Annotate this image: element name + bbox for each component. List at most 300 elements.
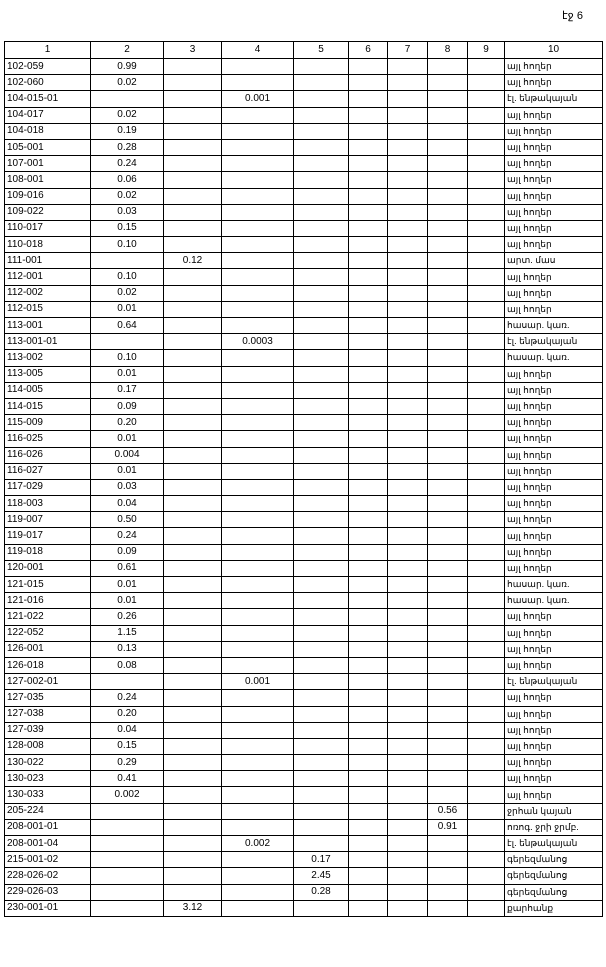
value-col4-cell xyxy=(222,301,294,317)
value-col6-cell xyxy=(349,674,388,690)
value-col5-cell xyxy=(294,496,349,512)
value-col8-cell xyxy=(428,204,468,220)
value-col5-cell xyxy=(294,706,349,722)
value-col3-cell xyxy=(164,560,222,576)
value-col3-cell xyxy=(164,59,222,75)
value-col9-cell xyxy=(468,787,505,803)
value-col4-cell xyxy=(222,123,294,139)
value-col3-cell xyxy=(164,107,222,123)
value-col9-cell xyxy=(468,819,505,835)
value-col6-cell xyxy=(349,366,388,382)
parcel-code-cell: 128-008 xyxy=(5,738,91,754)
parcel-code-cell: 208-001-04 xyxy=(5,836,91,852)
value-col6-cell xyxy=(349,771,388,787)
value-col4-cell xyxy=(222,787,294,803)
value-col9-cell xyxy=(468,755,505,771)
parcel-code-cell: 112-002 xyxy=(5,285,91,301)
value-col7-cell xyxy=(388,852,428,868)
value-col7-cell xyxy=(388,900,428,916)
value-col7-cell xyxy=(388,479,428,495)
column-header: 2 xyxy=(91,42,164,59)
value-col5-cell xyxy=(294,625,349,641)
value-col5-cell xyxy=(294,900,349,916)
value-col6-cell xyxy=(349,836,388,852)
value-col3-cell xyxy=(164,674,222,690)
land-use-cell: այլ հողեր xyxy=(505,771,603,787)
value-col4-cell xyxy=(222,560,294,576)
value-col6-cell xyxy=(349,593,388,609)
value-col9-cell xyxy=(468,285,505,301)
land-use-cell: այլ հողեր xyxy=(505,188,603,204)
value-col2-cell: 0.15 xyxy=(91,220,164,236)
table-row xyxy=(5,447,603,463)
value-col3-cell xyxy=(164,625,222,641)
value-col2-cell xyxy=(91,253,164,269)
value-col4-cell xyxy=(222,496,294,512)
value-col5-cell xyxy=(294,220,349,236)
value-col2-cell: 0.02 xyxy=(91,75,164,91)
value-col9-cell xyxy=(468,836,505,852)
value-col2-cell: 0.004 xyxy=(91,447,164,463)
land-use-cell: հասար. կառ. xyxy=(505,593,603,609)
value-col3-cell xyxy=(164,285,222,301)
parcel-code-cell: 112-015 xyxy=(5,301,91,317)
value-col3-cell xyxy=(164,204,222,220)
land-use-cell: էլ. ենթակայան xyxy=(505,836,603,852)
value-col8-cell xyxy=(428,836,468,852)
value-col2-cell: 0.01 xyxy=(91,431,164,447)
value-col8-cell: 0.91 xyxy=(428,819,468,835)
value-col5-cell xyxy=(294,188,349,204)
value-col6-cell xyxy=(349,253,388,269)
value-col5-cell xyxy=(294,75,349,91)
value-col3-cell xyxy=(164,803,222,819)
value-col2-cell xyxy=(91,900,164,916)
value-col2-cell: 0.01 xyxy=(91,577,164,593)
table-row xyxy=(5,91,603,107)
value-col3-cell xyxy=(164,431,222,447)
land-use-cell: այլ հողեր xyxy=(505,479,603,495)
value-col9-cell xyxy=(468,868,505,884)
value-col7-cell xyxy=(388,123,428,139)
value-col7-cell xyxy=(388,172,428,188)
value-col3-cell xyxy=(164,496,222,512)
value-col2-cell: 0.26 xyxy=(91,609,164,625)
value-col6-cell xyxy=(349,528,388,544)
value-col9-cell xyxy=(468,253,505,269)
value-col8-cell xyxy=(428,398,468,414)
value-col4-cell xyxy=(222,512,294,528)
value-col4-cell xyxy=(222,75,294,91)
value-col5-cell xyxy=(294,447,349,463)
value-col5-cell xyxy=(294,253,349,269)
land-use-cell: էլ. ենթակայան xyxy=(505,674,603,690)
value-col7-cell xyxy=(388,787,428,803)
value-col7-cell xyxy=(388,156,428,172)
value-col6-cell xyxy=(349,285,388,301)
value-col6-cell xyxy=(349,787,388,803)
value-col9-cell xyxy=(468,738,505,754)
value-col2-cell xyxy=(91,334,164,350)
value-col5-cell: 0.28 xyxy=(294,884,349,900)
value-col7-cell xyxy=(388,544,428,560)
value-col7-cell xyxy=(388,415,428,431)
table-row xyxy=(5,868,603,884)
land-use-cell: այլ հողեր xyxy=(505,204,603,220)
value-col4-cell xyxy=(222,544,294,560)
table-row xyxy=(5,577,603,593)
value-col9-cell xyxy=(468,91,505,107)
value-col4-cell: 0.001 xyxy=(222,91,294,107)
value-col7-cell xyxy=(388,577,428,593)
value-col6-cell xyxy=(349,884,388,900)
value-col2-cell: 0.02 xyxy=(91,285,164,301)
value-col8-cell xyxy=(428,269,468,285)
value-col4-cell xyxy=(222,415,294,431)
table-row xyxy=(5,123,603,139)
parcel-code-cell: 230-001-01 xyxy=(5,900,91,916)
value-col9-cell xyxy=(468,771,505,787)
value-col8-cell xyxy=(428,593,468,609)
value-col7-cell xyxy=(388,609,428,625)
value-col9-cell xyxy=(468,334,505,350)
land-use-cell: այլ հողեր xyxy=(505,641,603,657)
value-col9-cell xyxy=(468,674,505,690)
value-col9-cell xyxy=(468,577,505,593)
value-col9-cell xyxy=(468,431,505,447)
land-use-cell: էլ. ենթակայան xyxy=(505,91,603,107)
value-col7-cell xyxy=(388,366,428,382)
parcel-code-cell: 215-001-02 xyxy=(5,852,91,868)
value-col6-cell xyxy=(349,431,388,447)
table-row xyxy=(5,318,603,334)
land-use-cell: այլ հողեր xyxy=(505,107,603,123)
value-col8-cell xyxy=(428,577,468,593)
value-col6-cell xyxy=(349,156,388,172)
value-col5-cell xyxy=(294,123,349,139)
value-col5-cell xyxy=(294,593,349,609)
value-col3-cell xyxy=(164,123,222,139)
value-col3-cell xyxy=(164,415,222,431)
value-col4-cell xyxy=(222,107,294,123)
value-col5-cell xyxy=(294,674,349,690)
value-col9-cell xyxy=(468,350,505,366)
column-header: 6 xyxy=(349,42,388,59)
value-col6-cell xyxy=(349,334,388,350)
value-col3-cell: 3.12 xyxy=(164,900,222,916)
value-col5-cell xyxy=(294,657,349,673)
value-col7-cell xyxy=(388,398,428,414)
value-col4-cell xyxy=(222,884,294,900)
value-col7-cell xyxy=(388,722,428,738)
table-row xyxy=(5,253,603,269)
value-col3-cell xyxy=(164,868,222,884)
value-col5-cell xyxy=(294,836,349,852)
value-col4-cell xyxy=(222,819,294,835)
value-col3-cell xyxy=(164,609,222,625)
parcel-code-cell: 130-033 xyxy=(5,787,91,803)
value-col3-cell xyxy=(164,755,222,771)
value-col3-cell xyxy=(164,884,222,900)
value-col6-cell xyxy=(349,609,388,625)
value-col2-cell: 0.24 xyxy=(91,156,164,172)
value-col6-cell xyxy=(349,415,388,431)
value-col5-cell xyxy=(294,803,349,819)
value-col2-cell: 0.41 xyxy=(91,771,164,787)
value-col7-cell xyxy=(388,285,428,301)
value-col2-cell: 0.01 xyxy=(91,463,164,479)
value-col6-cell xyxy=(349,722,388,738)
value-col2-cell xyxy=(91,852,164,868)
value-col6-cell xyxy=(349,463,388,479)
land-use-cell: այլ հողեր xyxy=(505,447,603,463)
value-col2-cell xyxy=(91,884,164,900)
table-row xyxy=(5,479,603,495)
column-header: 3 xyxy=(164,42,222,59)
value-col4-cell xyxy=(222,690,294,706)
value-col4-cell xyxy=(222,900,294,916)
value-col4-cell xyxy=(222,738,294,754)
value-col9-cell xyxy=(468,463,505,479)
value-col4-cell xyxy=(222,706,294,722)
land-use-cell: այլ հողեր xyxy=(505,75,603,91)
value-col6-cell xyxy=(349,560,388,576)
value-col8-cell xyxy=(428,139,468,155)
value-col5-cell xyxy=(294,301,349,317)
table-row xyxy=(5,285,603,301)
value-col3-cell xyxy=(164,318,222,334)
land-use-cell: այլ հողեր xyxy=(505,431,603,447)
value-col8-cell xyxy=(428,59,468,75)
value-col8-cell xyxy=(428,657,468,673)
value-col6-cell xyxy=(349,350,388,366)
land-use-cell: այլ հողեր xyxy=(505,139,603,155)
value-col2-cell: 0.10 xyxy=(91,237,164,253)
table-row xyxy=(5,625,603,641)
value-col2-cell: 0.01 xyxy=(91,593,164,609)
value-col7-cell xyxy=(388,75,428,91)
table-row xyxy=(5,803,603,819)
value-col4-cell xyxy=(222,609,294,625)
parcel-code-cell: 122-052 xyxy=(5,625,91,641)
parcel-code-cell: 107-001 xyxy=(5,156,91,172)
value-col9-cell xyxy=(468,512,505,528)
value-col6-cell xyxy=(349,382,388,398)
value-col8-cell xyxy=(428,771,468,787)
parcel-code-cell: 117-029 xyxy=(5,479,91,495)
parcel-code-cell: 113-001-01 xyxy=(5,334,91,350)
value-col9-cell xyxy=(468,544,505,560)
value-col8-cell xyxy=(428,463,468,479)
table-row xyxy=(5,463,603,479)
value-col7-cell xyxy=(388,253,428,269)
table-row xyxy=(5,350,603,366)
value-col7-cell xyxy=(388,350,428,366)
parcel-code-cell: 208-001-01 xyxy=(5,819,91,835)
land-use-cell: հասար. կառ. xyxy=(505,318,603,334)
value-col5-cell: 2.45 xyxy=(294,868,349,884)
value-col5-cell xyxy=(294,91,349,107)
value-col5-cell xyxy=(294,577,349,593)
value-col3-cell xyxy=(164,447,222,463)
value-col2-cell: 0.06 xyxy=(91,172,164,188)
value-col8-cell xyxy=(428,188,468,204)
value-col8-cell xyxy=(428,690,468,706)
table-row xyxy=(5,674,603,690)
value-col8-cell xyxy=(428,625,468,641)
table-row xyxy=(5,301,603,317)
value-col4-cell xyxy=(222,625,294,641)
value-col2-cell: 0.10 xyxy=(91,350,164,366)
value-col6-cell xyxy=(349,496,388,512)
value-col5-cell xyxy=(294,479,349,495)
value-col9-cell xyxy=(468,172,505,188)
value-col3-cell xyxy=(164,172,222,188)
value-col7-cell xyxy=(388,593,428,609)
land-use-cell: այլ հողեր xyxy=(505,382,603,398)
value-col7-cell xyxy=(388,59,428,75)
land-use-cell: այլ հողեր xyxy=(505,755,603,771)
parcel-code-cell: 109-016 xyxy=(5,188,91,204)
value-col5-cell xyxy=(294,690,349,706)
value-col7-cell xyxy=(388,237,428,253)
land-use-cell: այլ հողեր xyxy=(505,172,603,188)
value-col3-cell xyxy=(164,91,222,107)
value-col6-cell xyxy=(349,318,388,334)
value-col6-cell xyxy=(349,220,388,236)
value-col7-cell xyxy=(388,674,428,690)
land-use-cell: այլ հողեր xyxy=(505,156,603,172)
value-col5-cell xyxy=(294,722,349,738)
value-col6-cell xyxy=(349,512,388,528)
table-row xyxy=(5,75,603,91)
value-col6-cell xyxy=(349,91,388,107)
value-col2-cell: 0.15 xyxy=(91,738,164,754)
value-col3-cell xyxy=(164,852,222,868)
value-col3-cell xyxy=(164,398,222,414)
value-col8-cell xyxy=(428,237,468,253)
value-col5-cell xyxy=(294,237,349,253)
parcel-code-cell: 105-001 xyxy=(5,139,91,155)
value-col4-cell xyxy=(222,593,294,609)
table-row xyxy=(5,172,603,188)
column-header: 9 xyxy=(468,42,505,59)
value-col5-cell xyxy=(294,285,349,301)
parcel-code-cell: 130-023 xyxy=(5,771,91,787)
value-col3-cell xyxy=(164,479,222,495)
value-col6-cell xyxy=(349,900,388,916)
table-row xyxy=(5,641,603,657)
land-use-cell: այլ հողեր xyxy=(505,560,603,576)
value-col2-cell: 1.15 xyxy=(91,625,164,641)
value-col4-cell xyxy=(222,755,294,771)
value-col3-cell xyxy=(164,301,222,317)
value-col4-cell xyxy=(222,447,294,463)
column-header: 8 xyxy=(428,42,468,59)
value-col7-cell xyxy=(388,431,428,447)
land-use-cell: այլ հողեր xyxy=(505,496,603,512)
table-row xyxy=(5,139,603,155)
value-col9-cell xyxy=(468,496,505,512)
value-col4-cell xyxy=(222,398,294,414)
value-col6-cell xyxy=(349,123,388,139)
table-row xyxy=(5,560,603,576)
value-col9-cell xyxy=(468,156,505,172)
value-col4-cell xyxy=(222,188,294,204)
value-col6-cell xyxy=(349,139,388,155)
value-col8-cell xyxy=(428,447,468,463)
value-col6-cell xyxy=(349,59,388,75)
value-col5-cell xyxy=(294,204,349,220)
value-col2-cell: 0.04 xyxy=(91,722,164,738)
value-col5-cell xyxy=(294,544,349,560)
land-use-cell: այլ հողեր xyxy=(505,512,603,528)
value-col8-cell xyxy=(428,366,468,382)
value-col7-cell xyxy=(388,819,428,835)
value-col6-cell xyxy=(349,75,388,91)
table-row xyxy=(5,544,603,560)
land-use-cell: գերեզմանոց xyxy=(505,868,603,884)
value-col9-cell xyxy=(468,706,505,722)
value-col7-cell xyxy=(388,463,428,479)
value-col9-cell xyxy=(468,59,505,75)
value-col6-cell xyxy=(349,657,388,673)
value-col3-cell xyxy=(164,738,222,754)
value-col4-cell xyxy=(222,269,294,285)
value-col8-cell xyxy=(428,900,468,916)
value-col5-cell xyxy=(294,738,349,754)
value-col2-cell: 0.24 xyxy=(91,528,164,544)
value-col8-cell xyxy=(428,496,468,512)
value-col7-cell xyxy=(388,220,428,236)
parcel-code-cell: 205-224 xyxy=(5,803,91,819)
column-header: 10 xyxy=(505,42,603,59)
value-col8-cell xyxy=(428,285,468,301)
value-col5-cell xyxy=(294,107,349,123)
value-col3-cell xyxy=(164,771,222,787)
value-col8-cell xyxy=(428,787,468,803)
value-col7-cell xyxy=(388,91,428,107)
land-use-cell: այլ հողեր xyxy=(505,544,603,560)
parcel-code-cell: 118-003 xyxy=(5,496,91,512)
parcel-code-cell: 114-005 xyxy=(5,382,91,398)
value-col8-cell xyxy=(428,156,468,172)
value-col9-cell xyxy=(468,188,505,204)
land-use-cell: այլ հողեր xyxy=(505,463,603,479)
parcel-code-cell: 116-026 xyxy=(5,447,91,463)
table-row xyxy=(5,836,603,852)
value-col8-cell xyxy=(428,512,468,528)
value-col7-cell xyxy=(388,641,428,657)
value-col8-cell xyxy=(428,431,468,447)
value-col2-cell: 0.02 xyxy=(91,107,164,123)
value-col2-cell: 0.99 xyxy=(91,59,164,75)
value-col7-cell xyxy=(388,657,428,673)
value-col8-cell: 0.56 xyxy=(428,803,468,819)
value-col2-cell: 0.64 xyxy=(91,318,164,334)
value-col2-cell: 0.03 xyxy=(91,479,164,495)
value-col5-cell xyxy=(294,755,349,771)
value-col2-cell: 0.17 xyxy=(91,382,164,398)
value-col2-cell: 0.20 xyxy=(91,706,164,722)
value-col2-cell: 0.02 xyxy=(91,188,164,204)
value-col9-cell xyxy=(468,803,505,819)
value-col2-cell: 0.10 xyxy=(91,269,164,285)
value-col3-cell xyxy=(164,220,222,236)
value-col9-cell xyxy=(468,366,505,382)
value-col8-cell xyxy=(428,75,468,91)
value-col3-cell xyxy=(164,139,222,155)
